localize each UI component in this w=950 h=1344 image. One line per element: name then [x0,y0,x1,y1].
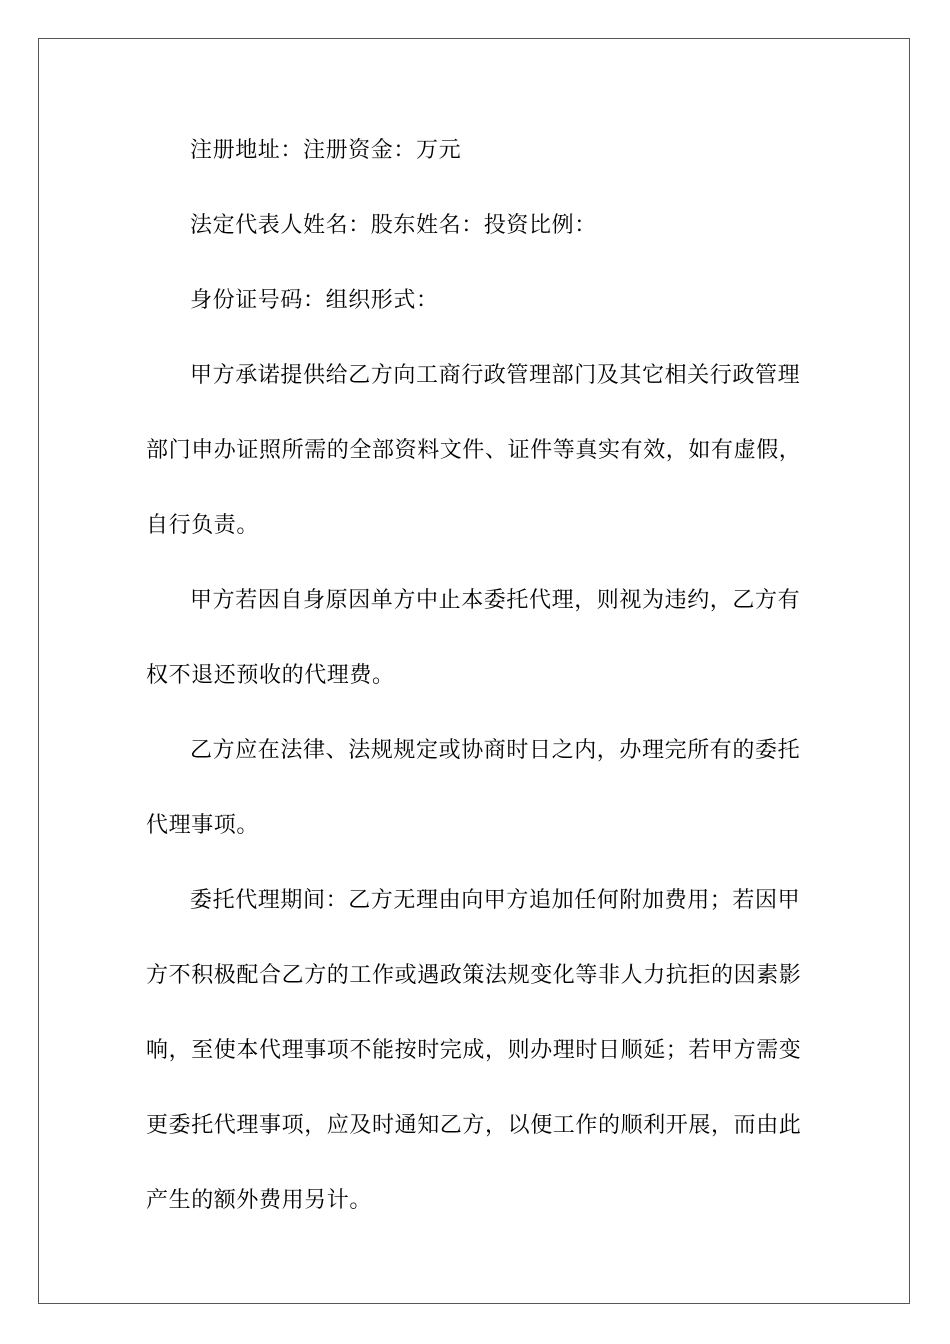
paragraph-text-line: 代理事项。 [146,813,260,838]
paragraph-text-line: 更委托代理事项，应及时通知乙方，以便工作的顺利开展，而由此 [146,1113,802,1138]
paragraph-text-line: 部门申办证照所需的全部资料文件、证件等真实有效，如有虚假， [146,438,802,463]
paragraph-text-line: 甲方若因自身原因单方中止本委托代理，则视为违约，乙方有 [190,588,801,613]
line-id-number: 身份证号码：组织形式： [190,288,439,313]
paragraph-text-line: 自行负责。 [146,513,260,538]
paragraph-text-line: 响，至使本代理事项不能按时完成，则办理时日顺延；若甲方需变 [146,1038,802,1063]
paragraph-text-line: 产生的额外费用另计。 [146,1188,373,1213]
paragraph-text-line: 甲方承诺提供给乙方向工商行政管理部门及其它相关行政管理 [190,363,801,388]
paragraph-text-line: 委托代理期间：乙方无理由向甲方追加任何附加费用；若因甲 [190,888,801,913]
paragraph-text-line: 乙方应在法律、法规规定或协商时日之内，办理完所有的委托 [190,738,801,763]
paragraph-text-line: 方不积极配合乙方的工作或遇政策法规变化等非人力抗拒的因素影 [146,963,802,988]
paragraph-text-line: 权不退还预收的代理费。 [146,663,395,688]
line-legal-representative: 法定代表人姓名：股东姓名：投资比例： [190,213,597,238]
line-registered-address: 注册地址：注册资金：万元 [190,138,462,163]
